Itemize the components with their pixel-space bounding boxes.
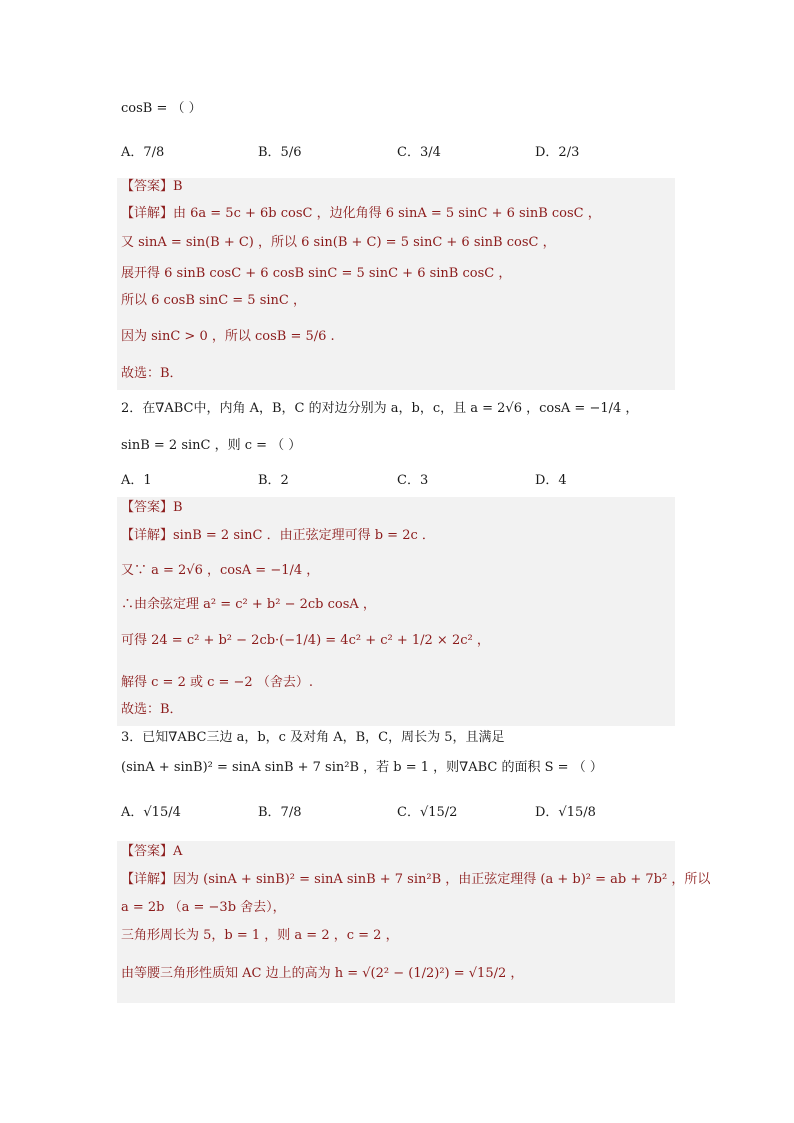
q2-stem-line1: 2．在∇ABC中，内角 A，B，C 的对边分别为 a，b，c，且 a = 2√6 ，cosA = −1/4 ， bbox=[121, 401, 639, 416]
q3-answer-block bbox=[117, 841, 711, 1003]
q2-option-c: C．3 bbox=[397, 473, 429, 488]
q1-answer: 【答案】B bbox=[121, 179, 183, 194]
q1-detail-line: 展开得 6 sinB cosC + 6 cosB sinC = 5 sinC + 6 sinB cosC ， bbox=[121, 266, 512, 281]
q2-answer: 【答案】B bbox=[121, 500, 183, 515]
q2-detail-line: 【详解】sinB = 2 sinC ．由正弦定理可得 b = 2c ． bbox=[121, 528, 435, 543]
q3-stem-line1: 3．已知∇ABC三边 a，b，c 及对角 A，B，C，周长为 5，且满足 bbox=[121, 730, 505, 745]
q2-stem-line2: sinB = 2 sinC ，则 c = （ ） bbox=[121, 438, 302, 453]
q1-option-b: B．5/6 bbox=[258, 145, 302, 160]
q3-option-c: C．√15/2 bbox=[397, 805, 458, 820]
q1-option-a: A．7/8 bbox=[121, 145, 165, 160]
q1-detail-line: 故选：B． bbox=[121, 366, 183, 381]
q1-detail-line: 所以 6 cosB sinC = 5 sinC ， bbox=[121, 293, 306, 308]
q2-option-b: B．2 bbox=[258, 473, 289, 488]
q2-detail-line: 故选：B． bbox=[121, 702, 183, 717]
q3-detail-line: 三角形周长为 5，b = 1 ，则 a = 2 ，c = 2 ， bbox=[121, 928, 399, 943]
q1-detail-line: 因为 sinC > 0 ，所以 cosB = 5/6 . bbox=[121, 329, 335, 344]
q3-detail-line: 由等腰三角形性质知 AC 边上的高为 h = √(2² − (1/2)²) = √15/2 ， bbox=[121, 966, 524, 981]
q2-detail-line: 解得 c = 2 或 c = −2 （舍去）. bbox=[121, 675, 313, 690]
q2-detail-line: 又∵ a = 2√6 ，cosA = −1/4 ， bbox=[121, 563, 320, 578]
q3-option-d: D．√15/8 bbox=[535, 805, 596, 820]
q2-detail-line: 可得 24 = c² + b² − 2cb·(−1/4) = 4c² + c² + 1/2 × 2c² ， bbox=[121, 633, 490, 648]
q1-answer-block bbox=[117, 178, 675, 390]
q3-answer: 【答案】A bbox=[121, 844, 183, 859]
q3-detail-line: a = 2b （a = −3b 舍去）， bbox=[121, 900, 286, 915]
q3-detail-line: 【详解】因为 (sinA + sinB)² = sinA sinB + 7 sin²B ，由正弦定理得 (a + b)² = ab + 7b² ，所以 bbox=[121, 872, 711, 887]
q2-answer-block bbox=[117, 497, 675, 726]
q1-option-c: C．3/4 bbox=[397, 145, 441, 160]
q2-option-d: D．4 bbox=[535, 473, 567, 488]
q3-option-a: A．√15/4 bbox=[121, 805, 181, 820]
q3-stem-line2: (sinA + sinB)² = sinA sinB + 7 sin²B ，若 b = 1 ，则∇ABC 的面积 S = （ ） bbox=[121, 760, 603, 775]
q1-detail-line: 【详解】由 6a = 5c + 6b cosC ，边化角得 6 sinA = 5 sinC + 6 sinB cosC ， bbox=[121, 206, 601, 221]
q3-option-b: B．7/8 bbox=[258, 805, 302, 820]
q1-detail-line: 又 sinA = sin(B + C) ，所以 6 sin(B + C) = 5 sinC + 6 sinB cosC ， bbox=[121, 235, 556, 250]
q2-detail-line: ∴由余弦定理 a² = c² + b² − 2cb cosA ， bbox=[121, 597, 376, 612]
q1-stem-tail: cosB = （ ） bbox=[121, 101, 202, 116]
q2-option-a: A．1 bbox=[121, 473, 152, 488]
q1-option-d: D．2/3 bbox=[535, 145, 580, 160]
